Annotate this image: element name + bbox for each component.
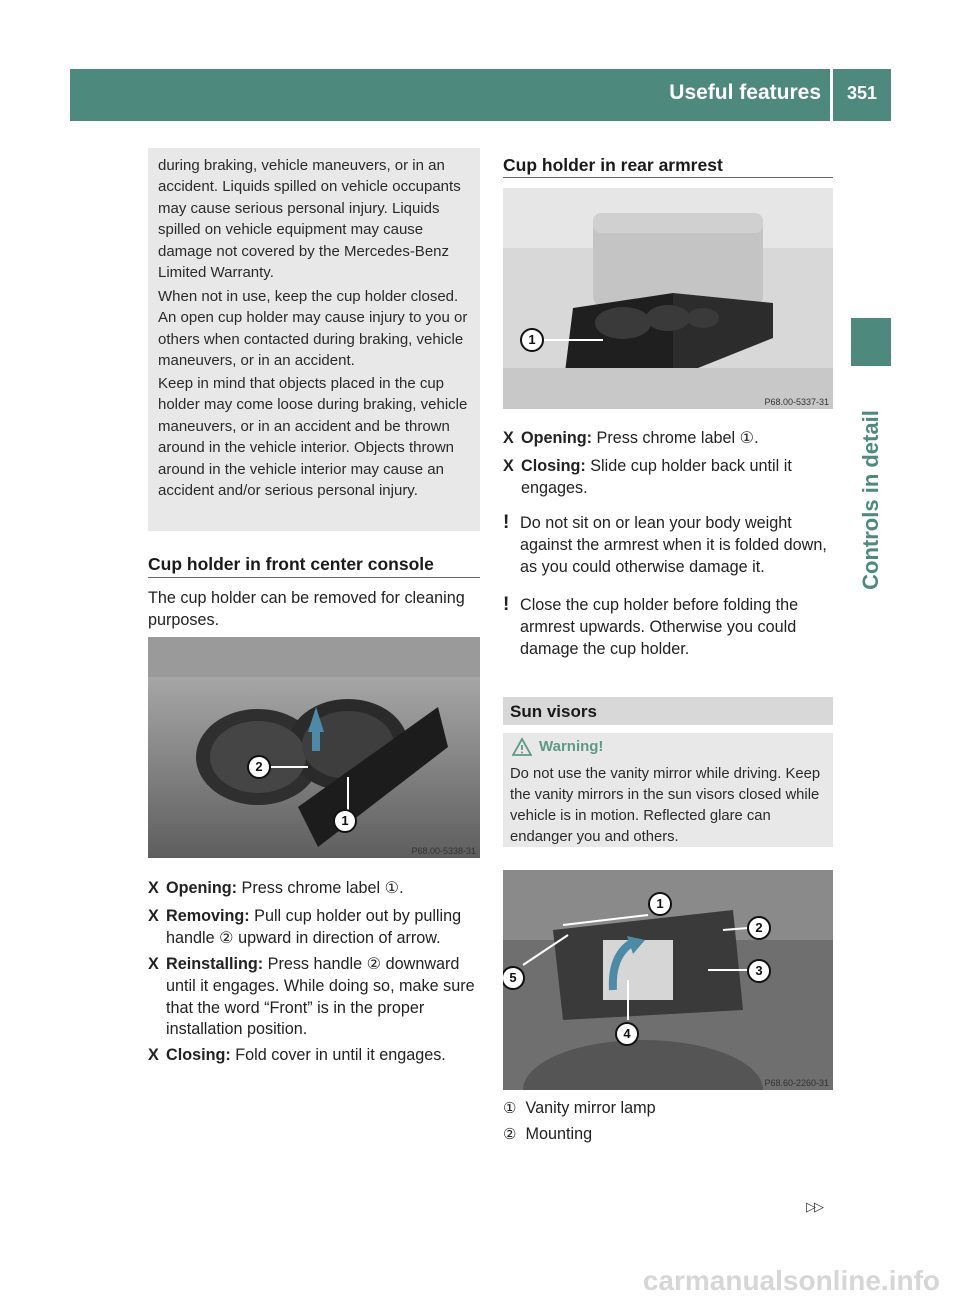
photo-code: P68.00-5338-31 (411, 846, 476, 856)
callout-1: 1 (648, 892, 672, 916)
warning-text: Do not use the vanity mirror while driving. Keep the vanity mirrors in the sun visors closed while vehicle is in motion. Reflected glare can endanger you and others. (510, 766, 821, 845)
step-bullet-icon: X (148, 955, 159, 973)
sun-visor-photo (503, 870, 833, 1090)
section-title: Cup holder in front center console (148, 554, 434, 574)
exclamation-icon: ! (503, 512, 510, 533)
page-header (70, 69, 891, 121)
continued-arrow-icon: ▷▷ (806, 1199, 822, 1214)
side-tab-marker (851, 318, 891, 366)
front-cup-holder-photo (148, 637, 480, 858)
photo-code: P68.00-5337-31 (764, 397, 829, 407)
callout-3: 3 (747, 959, 771, 983)
section-rule (503, 177, 833, 178)
photo-code: P68.60-2260-31 (764, 1078, 829, 1088)
warning-title: Warning! (539, 738, 604, 755)
callout-5: 5 (503, 966, 525, 990)
callout-2: 2 (247, 755, 271, 779)
callout-4: 4 (615, 1022, 639, 1046)
section-title: Cup holder in rear armrest (503, 155, 723, 175)
warning-paragraph: When not in use, keep the cup holder closed. An open cup holder may cause injury to you or others when contacted during braking, vehicle maneuvers, or in an accident. (158, 288, 468, 370)
warning-paragraph: during braking, vehicle maneuvers, or in an accident. Liquids spilled on vehicle occupants may cause serious personal injury. Liquids spilled on vehicle equipment may cause damage not covered by the Mercedes-Benz Limited Warranty. (158, 157, 461, 282)
rear-armrest-photo (503, 188, 833, 409)
step-bullet-icon: X (503, 457, 514, 475)
legend-item: ② Mounting (503, 1125, 593, 1143)
intro-text: The cup holder can be removed for cleaning purposes. (148, 589, 465, 629)
exclamation-icon: ! (503, 594, 510, 615)
page-number: 351 (846, 83, 878, 103)
side-tab-label: Controls in detail (858, 410, 883, 590)
step-bullet-icon: X (503, 429, 514, 447)
step-bullet-icon: X (148, 879, 159, 897)
header-title: Useful features (669, 81, 821, 104)
warning-box (148, 148, 480, 531)
warning-triangle-icon (512, 737, 532, 757)
section-rule (148, 577, 480, 578)
warning-box (503, 733, 833, 847)
callout-2: 2 (747, 916, 771, 940)
legend-item: ① Vanity mirror lamp (503, 1099, 656, 1117)
callout-1: 1 (333, 809, 357, 833)
watermark: carmanualsonline.info (642, 1265, 940, 1296)
sun-visors-heading: Sun visors (503, 697, 833, 725)
callout-1: 1 (520, 328, 544, 352)
header-divider (830, 69, 833, 121)
step-bullet-icon: X (148, 907, 159, 925)
warning-paragraph: Keep in mind that objects placed in the cup holder may come loose during braking, vehicle maneuvers, or in an accident and be thrown around in the vehicle interior. Objects thrown around in the vehicle interior may cause an accident and/or serious personal injury. (158, 375, 468, 500)
step-bullet-icon: X (148, 1046, 159, 1064)
